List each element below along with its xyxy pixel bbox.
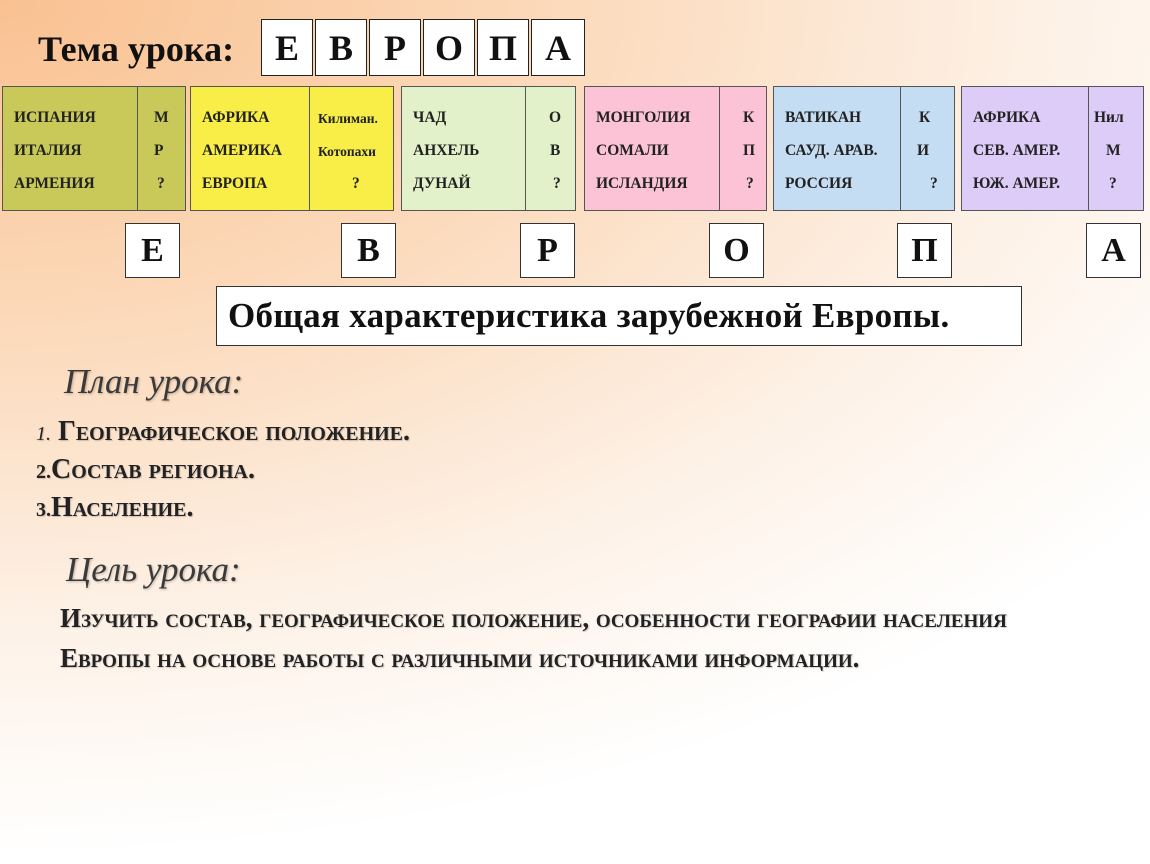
title-letter-cell: В bbox=[315, 19, 367, 76]
card-words-column bbox=[774, 87, 901, 210]
puzzle-card-1 bbox=[2, 86, 186, 211]
card-words-column bbox=[585, 87, 720, 210]
card-word: ЕВРОПА bbox=[202, 175, 268, 192]
card-word: ИТАЛИЯ bbox=[14, 142, 82, 159]
goal-line: Европы на основе работы с различными источниками информации. bbox=[60, 643, 860, 673]
card-word: АФРИКА bbox=[973, 109, 1041, 126]
card-letter: ? bbox=[746, 175, 754, 192]
card-letter: Килиман. bbox=[318, 111, 378, 126]
plan-item-text: Географическое положение. bbox=[58, 416, 411, 447]
card-letters-column bbox=[1087, 87, 1143, 210]
card-letter: Нил bbox=[1094, 109, 1124, 126]
title-letter-cell: П bbox=[477, 19, 529, 76]
card-letter: Р bbox=[154, 142, 164, 159]
plan-item bbox=[36, 416, 410, 448]
puzzle-card-2 bbox=[190, 86, 394, 211]
answer-letter-box: Р bbox=[520, 223, 575, 278]
card-letters-column bbox=[899, 87, 954, 210]
title-letter-cell: Е bbox=[261, 19, 313, 76]
card-letter: О bbox=[549, 109, 562, 126]
puzzle-card-4 bbox=[584, 86, 767, 211]
plan-heading: План урока: bbox=[64, 362, 244, 401]
card-word: СОМАЛИ bbox=[596, 142, 669, 159]
plan-item bbox=[36, 454, 255, 486]
card-word: ЮЖ. АМЕР. bbox=[973, 175, 1061, 192]
card-word: СЕВ. АМЕР. bbox=[973, 142, 1061, 159]
card-letter: ? bbox=[352, 175, 360, 192]
card-letter: К bbox=[743, 109, 755, 126]
card-letters-column bbox=[136, 87, 185, 210]
card-letter: М bbox=[1106, 142, 1121, 159]
title-letter-cell: Р bbox=[369, 19, 421, 76]
card-letter: М bbox=[154, 109, 169, 126]
answer-letter-box: А bbox=[1086, 223, 1141, 278]
card-letter: В bbox=[550, 142, 561, 159]
card-letter: ? bbox=[1109, 175, 1117, 192]
card-word: САУД. АРАВ. bbox=[785, 142, 878, 159]
card-word: ИСЛАНДИЯ bbox=[596, 175, 688, 192]
answer-letter-box: В bbox=[341, 223, 396, 278]
card-words-column bbox=[3, 87, 138, 210]
card-letters-column bbox=[524, 87, 575, 210]
card-word: МОНГОЛИЯ bbox=[596, 109, 691, 126]
title-letter-cell: О bbox=[423, 19, 475, 76]
card-word: ВАТИКАН bbox=[785, 109, 862, 126]
puzzle-card-6 bbox=[961, 86, 1144, 211]
card-letters-column bbox=[718, 87, 766, 210]
card-word: АНХЕЛЬ bbox=[413, 142, 480, 159]
card-letter: П bbox=[743, 142, 756, 159]
card-words-column bbox=[191, 87, 310, 210]
title-letter-cell: А bbox=[531, 19, 585, 76]
card-letter: К bbox=[919, 109, 931, 126]
plan-item-text: Состав региона. bbox=[51, 454, 255, 485]
goal-line: Изучить состав, географическое положение, особенности географии населения bbox=[60, 603, 1007, 633]
card-letter: ? bbox=[553, 175, 561, 192]
plan-item-number: 3. bbox=[36, 499, 51, 521]
card-words-column bbox=[402, 87, 526, 210]
lesson-subject: Общая характеристика зарубежной Европы. bbox=[216, 286, 1022, 346]
plan-item-number: 2. bbox=[36, 461, 51, 483]
card-letter: И bbox=[917, 142, 930, 159]
card-word: АРМЕНИЯ bbox=[14, 175, 95, 192]
card-word: ЧАД bbox=[413, 109, 447, 126]
answer-letter-box: П bbox=[897, 223, 952, 278]
plan-item-text: Население. bbox=[51, 492, 194, 523]
card-word: АМЕРИКА bbox=[202, 142, 283, 159]
goal-heading: Цель урока: bbox=[66, 550, 241, 589]
card-word: ДУНАЙ bbox=[413, 175, 471, 192]
puzzle-card-5 bbox=[773, 86, 955, 211]
card-letters-column bbox=[308, 87, 393, 210]
plan-item-number: 1. bbox=[36, 423, 51, 445]
card-words-column bbox=[962, 87, 1089, 210]
card-word: РОССИЯ bbox=[785, 175, 853, 192]
topic-label: Тема урока: bbox=[38, 29, 235, 69]
plan-item bbox=[36, 492, 193, 524]
card-word: ИСПАНИЯ bbox=[14, 109, 96, 126]
answer-letter-box: Е bbox=[125, 223, 180, 278]
answer-letter-box: О bbox=[709, 223, 764, 278]
card-letter: ? bbox=[930, 175, 938, 192]
card-letter: Котопахи bbox=[318, 144, 376, 159]
card-word: АФРИКА bbox=[202, 109, 270, 126]
card-letter: ? bbox=[157, 175, 165, 192]
puzzle-card-3 bbox=[401, 86, 576, 211]
